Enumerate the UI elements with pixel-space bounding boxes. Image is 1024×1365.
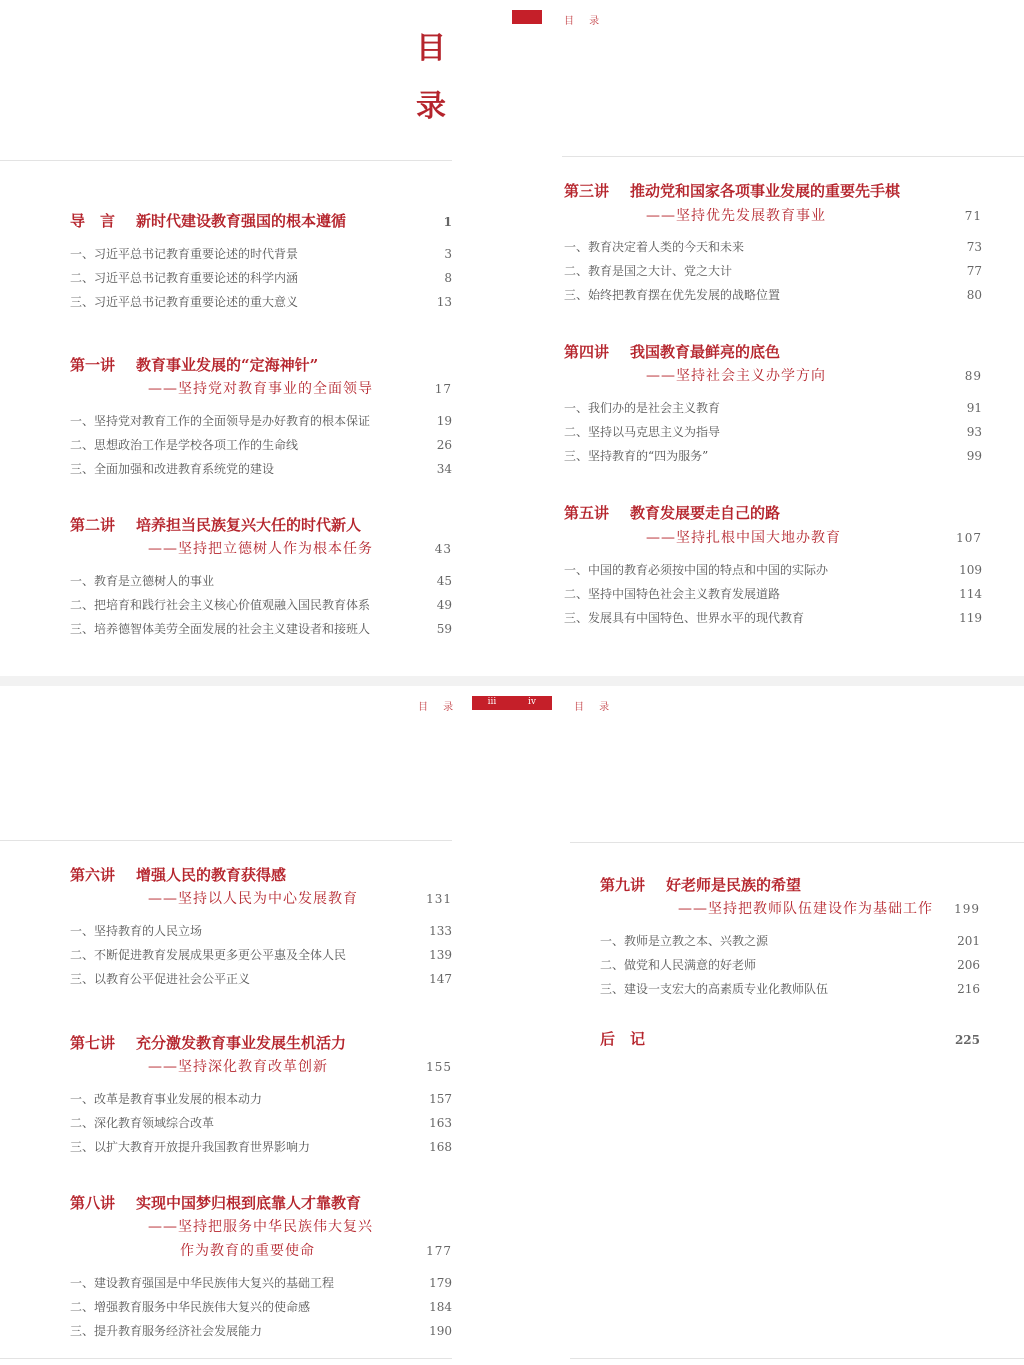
toc-section[interactable] — [70, 922, 452, 939]
page-number: 139 — [429, 948, 452, 962]
page-number: 109 — [959, 563, 982, 577]
section-title: 一、改革是教育事业发展的根本动力 — [70, 1092, 263, 1106]
page-number: 1 — [443, 215, 452, 229]
section-title: 三、以扩大教育开放提升我国教育世界影响力 — [70, 1140, 311, 1154]
toc-section[interactable] — [70, 1274, 452, 1291]
toc-chapter-3[interactable] — [564, 180, 982, 201]
section-title: 三、提升教育服务经济社会发展能力 — [70, 1324, 263, 1338]
section-title: 三、始终把教育摆在优先发展的战略位置 — [564, 288, 781, 302]
page-number: 71 — [964, 209, 982, 223]
toc-page-2 — [512, 0, 1024, 682]
toc-title-char-1: 目 — [416, 31, 446, 66]
section-title: 一、坚持教育的人民立场 — [70, 924, 203, 938]
page-number: 89 — [964, 369, 982, 383]
running-head: 目 录 — [418, 702, 460, 713]
section-title: 一、习近平总书记教育重要论述的时代背景 — [70, 247, 299, 261]
section-title: 一、教育决定着人类的今天和未来 — [564, 240, 745, 254]
toc-chapter-9[interactable] — [600, 874, 980, 895]
chapter-label: 第七讲 — [70, 1034, 116, 1052]
chapter-label: 后 记 — [600, 1030, 646, 1048]
divider — [570, 1358, 1024, 1359]
section-title: 三、以教育公平促进社会公平正义 — [70, 972, 251, 986]
chapter-title: 好老师是民族的希望 — [666, 876, 802, 894]
page-number: 17 — [434, 382, 452, 396]
page-number: 133 — [429, 924, 452, 938]
page-number: 34 — [436, 462, 452, 476]
chapter-subtitle-text: 作为教育的重要使命 — [180, 1243, 315, 1259]
toc-section[interactable] — [70, 1090, 452, 1107]
section-title: 三、全面加强和改进教育系统党的建设 — [70, 462, 275, 476]
page-number: 59 — [436, 622, 452, 636]
chapter-label: 第三讲 — [564, 182, 610, 200]
section-title: 二、教育是国之大计、党之大计 — [564, 264, 733, 278]
page-number: 99 — [966, 449, 982, 463]
page-number: 3 — [444, 247, 452, 261]
chapter-title: 推动党和国家各项事业发展的重要先手棋 — [630, 182, 901, 200]
toc-section[interactable] — [70, 1298, 452, 1315]
toc-chapter-subtitle[interactable] — [148, 378, 452, 398]
running-head: 目 录 — [564, 16, 606, 27]
chapter-label: 第二讲 — [70, 516, 116, 534]
toc-section[interactable] — [564, 262, 982, 279]
chapter-label: 导 言 — [70, 212, 116, 230]
section-title: 一、中国的教育必须按中国的特点和中国的实际办 — [564, 563, 829, 577]
section-title: 三、坚持教育的“四为服务” — [564, 449, 709, 463]
chapter-title: 实现中国梦归根到底靠人才靠教育 — [136, 1194, 362, 1212]
toc-section[interactable] — [70, 293, 452, 310]
toc-chapter-5[interactable] — [564, 502, 982, 523]
section-title: 二、深化教育领域综合改革 — [70, 1116, 215, 1130]
page-number: 26 — [436, 438, 452, 452]
page-number: 201 — [957, 934, 980, 948]
chapter-label: 第五讲 — [564, 504, 610, 522]
page-number: 8 — [444, 271, 452, 285]
toc-chapter-subtitle[interactable] — [148, 888, 452, 908]
toc-chapter-8[interactable] — [70, 1192, 452, 1213]
toc-section[interactable] — [564, 447, 982, 464]
section-title: 一、教育是立德树人的事业 — [70, 574, 215, 588]
chapter-subtitle-text: ——坚持优先发展教育事业 — [646, 208, 826, 224]
chapter-title: 我国教育最鲜亮的底色 — [630, 343, 781, 361]
toc-chapter-6[interactable] — [70, 864, 452, 885]
page-number: 199 — [954, 902, 980, 916]
toc-chapter-1[interactable] — [70, 354, 452, 375]
divider — [562, 156, 1024, 157]
toc-section[interactable] — [70, 412, 452, 429]
chapter-subtitle-text: ——坚持党对教育事业的全面领导 — [148, 381, 373, 397]
chapter-subtitle-text: ——坚持以人民为中心发展教育 — [148, 891, 358, 907]
page-number: 168 — [429, 1140, 452, 1154]
page-number: 91 — [966, 401, 982, 415]
divider — [0, 840, 452, 841]
chapter-subtitle-text: ——坚持把立德树人作为根本任务 — [148, 541, 373, 557]
page-number: 77 — [966, 264, 982, 278]
chapter-subtitle-text: ——坚持社会主义办学方向 — [646, 368, 826, 384]
page-number: 163 — [429, 1116, 452, 1130]
chapter-title: 新时代建设教育强国的根本遵循 — [136, 212, 347, 230]
chapter-label: 第四讲 — [564, 343, 610, 361]
toc-section[interactable] — [600, 956, 980, 973]
toc-section[interactable] — [70, 620, 452, 637]
chapter-title: 充分激发教育事业发展生机活力 — [136, 1034, 347, 1052]
page-tab-iv: iv — [512, 696, 552, 710]
toc-section[interactable] — [564, 423, 982, 440]
toc-section[interactable] — [70, 245, 452, 262]
section-title: 二、习近平总书记教育重要论述的科学内涵 — [70, 271, 299, 285]
section-title: 二、把培育和践行社会主义核心价值观融入国民教育体系 — [70, 598, 371, 612]
chapter-title: 培养担当民族复兴大任的时代新人 — [136, 516, 362, 534]
divider — [570, 842, 1024, 843]
toc-chapter-subtitle[interactable] — [148, 538, 452, 558]
toc-chapter-intro[interactable] — [70, 210, 452, 231]
toc-chapter-subtitle-cont[interactable] — [180, 1240, 452, 1260]
section-title: 一、教师是立教之本、兴教之源 — [600, 934, 769, 948]
chapter-title: 教育发展要走自己的路 — [630, 504, 781, 522]
toc-chapter-2[interactable] — [70, 514, 452, 535]
page-number: 179 — [429, 1276, 452, 1290]
toc-page-4 — [512, 682, 1024, 1365]
page-number: 13 — [436, 295, 452, 309]
divider — [0, 160, 452, 161]
toc-section[interactable] — [70, 460, 452, 477]
running-head: 目 录 — [574, 702, 616, 713]
toc-chapter-4[interactable] — [564, 341, 982, 362]
page-number: 45 — [436, 574, 452, 588]
section-title: 二、增强教育服务中华民族伟大复兴的使命感 — [70, 1300, 311, 1314]
page-number: 107 — [956, 531, 982, 545]
toc-section[interactable] — [600, 932, 980, 949]
page-number: 80 — [966, 288, 982, 302]
chapter-title: 增强人民的教育获得感 — [136, 866, 287, 884]
section-title: 二、做党和人民满意的好老师 — [600, 958, 757, 972]
toc-chapter-subtitle[interactable] — [646, 205, 982, 225]
section-title: 二、坚持以马克思主义为指导 — [564, 425, 721, 439]
toc-chapter-subtitle[interactable] — [148, 1216, 452, 1236]
chapter-label: 第八讲 — [70, 1194, 116, 1212]
toc-section[interactable] — [70, 1138, 452, 1155]
page-number: 19 — [436, 414, 452, 428]
page-number: 73 — [966, 240, 982, 254]
section-title: 二、思想政治工作是学校各项工作的生命线 — [70, 438, 299, 452]
section-title: 三、发展具有中国特色、世界水平的现代教育 — [564, 611, 805, 625]
section-title: 三、培养德智体美劳全面发展的社会主义建设者和接班人 — [70, 622, 371, 636]
section-title: 三、建设一支宏大的高素质专业化教师队伍 — [600, 982, 829, 996]
page-number: 177 — [426, 1244, 452, 1258]
toc-title-char-2: 录 — [416, 89, 446, 124]
toc-afterword[interactable] — [600, 1028, 980, 1049]
page-number: 216 — [957, 982, 980, 996]
toc-section[interactable] — [70, 946, 452, 963]
chapter-title: 教育事业发展的“定海神针” — [136, 356, 319, 374]
section-title: 二、不断促进教育发展成果更多更公平惠及全体人民 — [70, 948, 347, 962]
toc-chapter-subtitle[interactable] — [678, 898, 980, 918]
toc-chapter-subtitle[interactable] — [148, 1056, 452, 1076]
chapter-subtitle-text: ——坚持深化教育改革创新 — [148, 1059, 328, 1075]
chapter-label: 第九讲 — [600, 876, 646, 894]
page-number: 147 — [429, 972, 452, 986]
toc-section[interactable] — [70, 572, 452, 589]
toc-section[interactable] — [564, 561, 982, 578]
page-number: 93 — [966, 425, 982, 439]
page-number: 155 — [426, 1060, 452, 1074]
toc-page-1 — [0, 0, 512, 682]
page-number: 114 — [959, 587, 982, 601]
divider — [0, 1358, 452, 1359]
toc-chapter-7[interactable] — [70, 1032, 452, 1053]
page-tab-iii: iii — [472, 696, 512, 710]
toc-section[interactable] — [70, 970, 452, 987]
page-number: 190 — [429, 1324, 452, 1338]
section-title: 三、习近平总书记教育重要论述的重大意义 — [70, 295, 299, 309]
toc-section[interactable] — [70, 596, 452, 613]
section-title: 一、坚持党对教育工作的全面领导是办好教育的根本保证 — [70, 414, 371, 428]
section-title: 一、建设教育强国是中华民族伟大复兴的基础工程 — [70, 1276, 335, 1290]
page-number: 206 — [957, 958, 980, 972]
toc-section[interactable] — [70, 436, 452, 453]
page-number: 49 — [436, 598, 452, 612]
section-title: 二、坚持中国特色社会主义教育发展道路 — [564, 587, 781, 601]
toc-section[interactable] — [564, 399, 982, 416]
toc-section[interactable] — [70, 1322, 452, 1339]
toc-section[interactable] — [564, 286, 982, 303]
section-title: 一、我们办的是社会主义教育 — [564, 401, 721, 415]
chapter-subtitle-text: ——坚持扎根中国大地办教育 — [646, 530, 841, 546]
page-number: 225 — [954, 1033, 980, 1047]
toc-section[interactable] — [564, 238, 982, 255]
page-number: 43 — [434, 542, 452, 556]
toc-chapter-subtitle[interactable] — [646, 527, 982, 547]
toc-section[interactable] — [600, 980, 980, 997]
toc-section[interactable] — [70, 1114, 452, 1131]
toc-chapter-subtitle[interactable] — [646, 365, 982, 385]
chapter-label: 第六讲 — [70, 866, 116, 884]
chapter-subtitle-text: ——坚持把服务中华民族伟大复兴 — [148, 1219, 373, 1235]
toc-section[interactable] — [564, 609, 982, 626]
page-number: 119 — [959, 611, 982, 625]
page-number: 131 — [426, 892, 452, 906]
toc-page-3 — [0, 682, 512, 1365]
page-number: 184 — [429, 1300, 452, 1314]
chapter-subtitle-text: ——坚持把教师队伍建设作为基础工作 — [678, 901, 933, 917]
chapter-label: 第一讲 — [70, 356, 116, 374]
running-head-tab — [512, 10, 542, 24]
toc-section[interactable] — [564, 585, 982, 602]
toc-section[interactable] — [70, 269, 452, 286]
page-number: 157 — [429, 1092, 452, 1106]
